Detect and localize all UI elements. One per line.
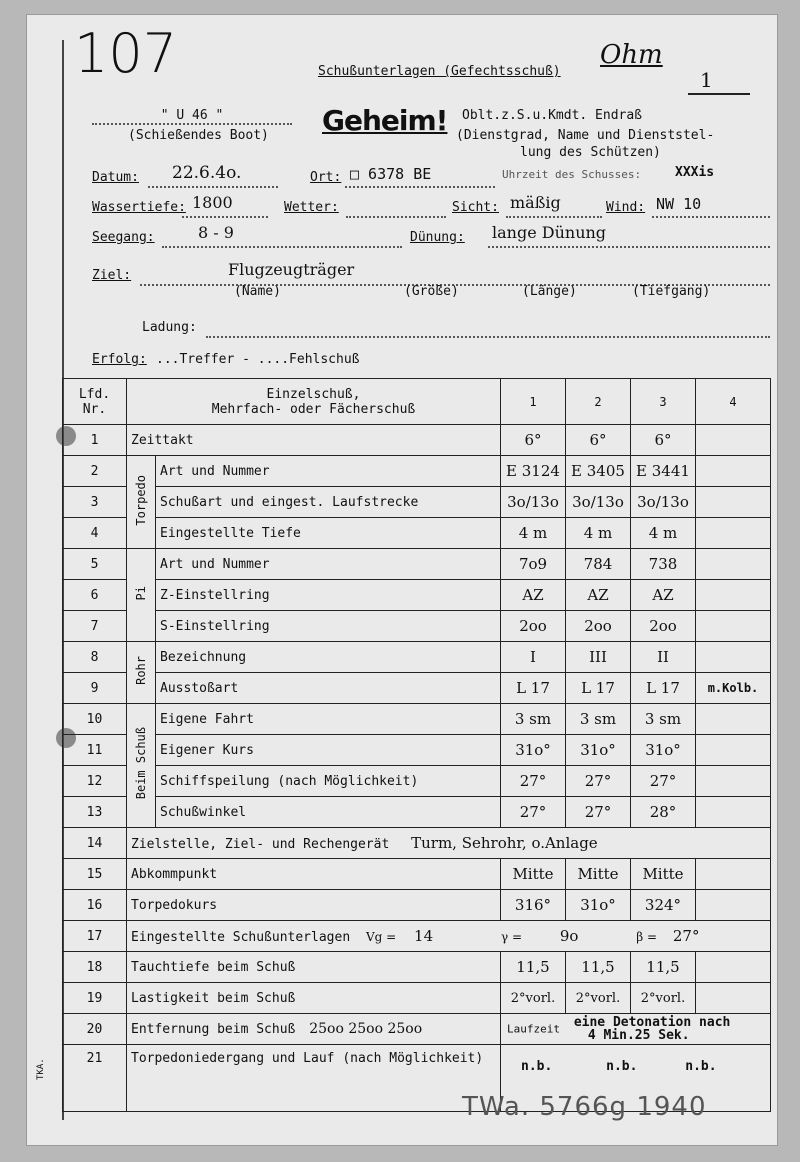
cell-3: 3o/13o	[631, 487, 696, 518]
row-nr: 7	[63, 611, 127, 642]
col-desc-1: Einzelschuß,	[266, 386, 361, 402]
datum-label: Datum:	[92, 170, 139, 185]
shooter-value: Oblt.z.S.u.Kmdt. Endraß	[462, 108, 643, 123]
table-row	[63, 456, 771, 487]
cell-1: I	[501, 642, 566, 673]
cell-1: 2oo	[501, 611, 566, 642]
group-beim-schuss	[127, 704, 156, 828]
row-nr: 1	[63, 425, 127, 456]
cell-4	[696, 983, 771, 1014]
cell-2: E 3405	[566, 456, 631, 487]
entfernung-values: 25oo 25oo 25oo	[309, 1021, 423, 1037]
cell-1: 6°	[501, 425, 566, 456]
row-14-value: Turm, Sehrohr, o.Anlage	[411, 834, 598, 852]
row-label: Lastigkeit beim Schuß	[127, 983, 501, 1014]
row-nr: 2	[63, 456, 127, 487]
table-row	[63, 673, 771, 704]
row-nr: 6	[63, 580, 127, 611]
table-row	[63, 425, 771, 456]
cell-2: 3 sm	[566, 704, 631, 735]
table-row	[63, 642, 771, 673]
cell-1: 4 m	[501, 518, 566, 549]
cell-3: AZ	[631, 580, 696, 611]
group-pi-label: Pi	[134, 585, 148, 601]
row-label: Schußwinkel	[156, 797, 501, 828]
cell-2: 31o°	[566, 890, 631, 921]
sheet-number: 1	[700, 68, 713, 92]
ziel-name-caption: (Name)	[234, 284, 281, 299]
row-nr: 8	[63, 642, 127, 673]
sicht-label: Sicht:	[452, 200, 499, 215]
col-1: 1	[501, 379, 566, 425]
row-label: Art und Nummer	[156, 456, 501, 487]
cell-3: 4 m	[631, 518, 696, 549]
uhrzeit-value: XXXis	[675, 165, 715, 180]
cell-3: 2oo	[631, 611, 696, 642]
cell-2: 27°	[566, 797, 631, 828]
row-nr: 13	[63, 797, 127, 828]
datum-value: 22.6.4o.	[172, 163, 242, 183]
col-4: 4	[696, 379, 771, 425]
row-nr: 3	[63, 487, 127, 518]
cell-3: 6°	[631, 425, 696, 456]
cell-2: 3o/13o	[566, 487, 631, 518]
ladung-dots	[206, 320, 770, 338]
duenung-value: lange Dünung	[492, 223, 607, 242]
row-label: S-Einstellring	[156, 611, 501, 642]
table-row	[63, 487, 771, 518]
row-nr: 15	[63, 859, 127, 890]
ziel-groesse-caption: (Größe)	[404, 284, 459, 299]
row-label-14	[127, 828, 771, 859]
shooter-caption-1: (Dienstgrad, Name und Dienststel-	[456, 128, 715, 143]
table-header-row	[63, 379, 771, 425]
row-nr: 5	[63, 549, 127, 580]
ziel-tiefgang-caption: (Tiefgang)	[632, 284, 711, 299]
sicht-dots	[506, 200, 602, 218]
row-label: Z-Einstellring	[156, 580, 501, 611]
cell-2: III	[566, 642, 631, 673]
cell-3: n.b.	[685, 1059, 717, 1074]
seegang-value: 8 - 9	[198, 223, 234, 242]
row-label: Tauchtiefe beim Schuß	[127, 952, 501, 983]
row-nr: 9	[63, 673, 127, 704]
row-label: Schußart und eingest. Laufstrecke	[156, 487, 501, 518]
wetter-dots	[346, 200, 446, 218]
row-label: Eingestellte Schußunterlagen	[131, 930, 351, 945]
cell-4	[696, 952, 771, 983]
cell-3: L 17	[631, 673, 696, 704]
vg-value: 14	[414, 927, 434, 945]
vg-label: Vg =	[365, 930, 397, 944]
table-row	[63, 828, 771, 859]
col-lfd-nr	[63, 379, 127, 425]
row-nr: 16	[63, 890, 127, 921]
cell-3: 28°	[631, 797, 696, 828]
geheim-title: Geheim!	[322, 104, 448, 137]
sicht-value: mäßig	[510, 193, 561, 212]
cell-3: 3 sm	[631, 704, 696, 735]
cell-1: AZ	[501, 580, 566, 611]
laufzeit-value-1: eine Detonation nach	[573, 1015, 731, 1030]
wind-value: NW 10	[656, 195, 702, 213]
cell-1: 27°	[501, 766, 566, 797]
row-label: Abkommpunkt	[127, 859, 501, 890]
seegang-label: Seegang:	[92, 230, 155, 245]
cell-3: Mitte	[631, 859, 696, 890]
row-label: Zeittakt	[127, 425, 501, 456]
form-title: Schußunterlagen (Gefechtsschuß)	[318, 64, 561, 79]
row-label: Ausstoßart	[156, 673, 501, 704]
row-label: Schiffspeilung (nach Möglichkeit)	[156, 766, 501, 797]
cell-3: 2°vorl.	[631, 983, 696, 1014]
wassertiefe-label: Wassertiefe:	[92, 200, 186, 215]
group-beim-schuss-label: Beim Schuß	[134, 727, 148, 800]
laufzeit-label: Laufzeit	[507, 1022, 560, 1036]
cell-1: 7o9	[501, 549, 566, 580]
cell-4	[696, 611, 771, 642]
cell-1: 316°	[501, 890, 566, 921]
ziel-value: Flugzeugträger	[228, 260, 355, 279]
row-label: Eigener Kurs	[156, 735, 501, 766]
sheet-number-underline	[688, 93, 750, 95]
table-row	[63, 797, 771, 828]
ort-value: □ 6378 BE	[350, 165, 432, 183]
cell-4	[696, 518, 771, 549]
wind-dots	[652, 200, 770, 218]
row-17-content	[127, 921, 771, 952]
row-label: Eingestellte Tiefe	[156, 518, 501, 549]
cell-4	[696, 580, 771, 611]
duenung-label: Dünung:	[410, 230, 465, 245]
margin-mark	[36, 1058, 46, 1080]
cell-3: II	[631, 642, 696, 673]
boat-caption: (Schießendes Boot)	[128, 128, 269, 143]
row-nr: 4	[63, 518, 127, 549]
shot-data-table	[62, 378, 771, 1112]
table-row	[63, 580, 771, 611]
cell-2: 27°	[566, 766, 631, 797]
table-row	[63, 1014, 771, 1045]
cell-2: AZ	[566, 580, 631, 611]
cell-2: Mitte	[566, 859, 631, 890]
cell-1: E 3124	[501, 456, 566, 487]
col-lfd: Lfd.	[78, 386, 111, 402]
cell-4	[696, 487, 771, 518]
erfolg-value: ...Treffer - ....Fehlschuß	[156, 352, 360, 367]
col-desc-2: Mehrfach- oder Fächerschuß	[211, 401, 416, 417]
table-row	[63, 549, 771, 580]
table-row	[63, 704, 771, 735]
col-2: 2	[566, 379, 631, 425]
group-torpedo	[127, 456, 156, 549]
cell-4	[696, 766, 771, 797]
uhrzeit-label: Uhrzeit des Schusses:	[502, 168, 642, 181]
gamma-value: 9o	[559, 927, 579, 945]
beta-value: 27°	[672, 927, 700, 945]
cell-4: m.Kolb.	[696, 673, 771, 704]
cell-2: 31o°	[566, 735, 631, 766]
cell-4	[696, 549, 771, 580]
wind-label: Wind:	[606, 200, 646, 215]
cell-4	[696, 859, 771, 890]
shooter-caption-2: lung des Schützen)	[520, 145, 661, 160]
col-3: 3	[631, 379, 696, 425]
cell-3: E 3441	[631, 456, 696, 487]
cell-2: 4 m	[566, 518, 631, 549]
ziel-laenge-caption: (Länge)	[522, 284, 577, 299]
row-label: Torpedokurs	[127, 890, 501, 921]
margin-mark-text: TKA.	[36, 1058, 46, 1080]
table-row	[63, 611, 771, 642]
wassertiefe-value: 1800	[192, 193, 233, 212]
cell-1: 3o/13o	[501, 487, 566, 518]
row-nr: 20	[63, 1014, 127, 1045]
laufzeit-cell	[501, 1014, 771, 1045]
group-pi	[127, 549, 156, 642]
row-nr: 11	[63, 735, 127, 766]
cell-4	[696, 642, 771, 673]
cell-3: 31o°	[631, 735, 696, 766]
cell-3: 738	[631, 549, 696, 580]
cell-4	[696, 704, 771, 735]
table-row	[63, 735, 771, 766]
row-nr: 14	[63, 828, 127, 859]
cell-1: 31o°	[501, 735, 566, 766]
cell-2: 784	[566, 549, 631, 580]
row-nr: 21	[63, 1045, 127, 1112]
beta-label: β =	[636, 930, 658, 944]
group-torpedo-label: Torpedo	[134, 474, 148, 526]
archive-stamp: TWa. 5766g 1940	[462, 1092, 707, 1122]
ort-label: Ort:	[310, 170, 342, 185]
cell-1: 27°	[501, 797, 566, 828]
cell-1: 11,5	[501, 952, 566, 983]
row-label: Art und Nummer	[156, 549, 501, 580]
wetter-label: Wetter:	[284, 200, 339, 215]
row-label: Torpedoniedergang und Lauf (nach Möglichkeit)	[127, 1045, 501, 1112]
row-label: Zielstelle, Ziel- und Rechengerät	[131, 837, 390, 852]
cell-2: 2oo	[566, 611, 631, 642]
cell-4	[696, 735, 771, 766]
ziel-label: Ziel:	[92, 268, 132, 283]
table-row	[63, 518, 771, 549]
row-label: Bezeichnung	[156, 642, 501, 673]
cell-2: n.b.	[606, 1059, 638, 1074]
table-row	[63, 859, 771, 890]
cell-4	[696, 890, 771, 921]
table-row	[63, 921, 771, 952]
cell-2: 2°vorl.	[566, 983, 631, 1014]
gamma-label: γ =	[500, 930, 522, 944]
row-20-label-cell	[127, 1014, 501, 1045]
cell-3: 11,5	[631, 952, 696, 983]
cell-2: L 17	[566, 673, 631, 704]
laufzeit-value-2: 4 Min.25 Sek.	[587, 1028, 690, 1043]
cell-1: L 17	[501, 673, 566, 704]
row-nr: 17	[63, 921, 127, 952]
table-row	[63, 890, 771, 921]
cell-4	[696, 456, 771, 487]
page-number: 107	[74, 22, 178, 85]
row-nr: 19	[63, 983, 127, 1014]
cell-1: n.b.	[521, 1059, 553, 1074]
cell-3: 324°	[631, 890, 696, 921]
cell-3: 27°	[631, 766, 696, 797]
table-row	[63, 766, 771, 797]
row-label: Eigene Fahrt	[156, 704, 501, 735]
row-nr: 12	[63, 766, 127, 797]
duenung-dots	[488, 230, 770, 248]
group-rohr-label: Rohr	[134, 656, 148, 685]
cell-4	[696, 797, 771, 828]
top-stamp: Ohm	[600, 40, 663, 70]
table-row	[63, 952, 771, 983]
cell-1: 3 sm	[501, 704, 566, 735]
table-row	[63, 983, 771, 1014]
group-rohr	[127, 642, 156, 704]
row-label: Entfernung beim Schuß	[131, 1022, 296, 1037]
col-nr: Nr.	[82, 401, 107, 417]
cell-1: Mitte	[501, 859, 566, 890]
col-description	[127, 379, 501, 425]
cell-2: 11,5	[566, 952, 631, 983]
cell-4	[696, 425, 771, 456]
cell-1: 2°vorl.	[501, 983, 566, 1014]
row-nr: 10	[63, 704, 127, 735]
boat-value: " U 46 "	[92, 108, 292, 125]
ladung-label: Ladung:	[142, 320, 197, 335]
cell-2: 6°	[566, 425, 631, 456]
erfolg-label: Erfolg:	[92, 352, 147, 367]
row-nr: 18	[63, 952, 127, 983]
